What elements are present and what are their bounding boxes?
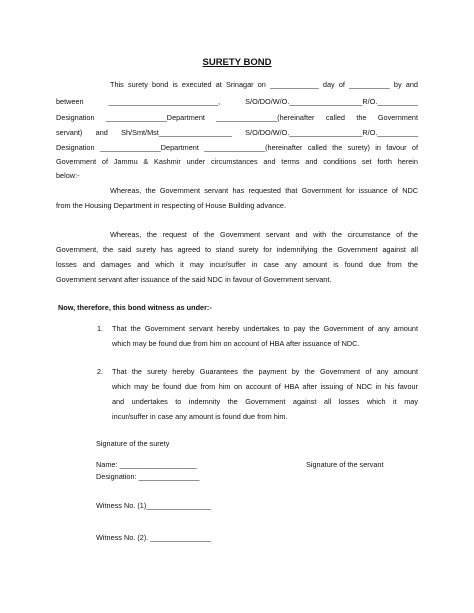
- para3-line-4: Government servant after issuance of the said NDC in favour of Government servant.: [56, 275, 332, 284]
- para3-line-1: Whereas, the request of the Government servant and with the circumstance of the: [110, 230, 418, 239]
- clause-1-number: 1.: [97, 324, 104, 333]
- para2-line-2: from the Housing Department in respecting of House Building advance.: [56, 201, 286, 210]
- clause-1-line-1: That the Government servant hereby undertakes to pay the Government of any amount: [112, 324, 418, 333]
- document-title: SURETY BOND: [202, 57, 272, 68]
- signature-of-surety: Signature of the surety: [96, 439, 170, 448]
- clause-2-line-3: and undertakes to indemnity the Government against all losses which it may: [112, 397, 418, 406]
- clause-1-line-2: which may be found due from him on account of HBA after issuance of NDC.: [112, 339, 360, 348]
- para1-line-4: servant) and Sh/Smt/Mst__________________ S/O/DO/W/O.__________________R/O.__________: [56, 128, 418, 137]
- para1-line-6: Government of Jammu & Kashmir under circumstances and terms and conditions set forth herein: [56, 157, 418, 166]
- name-field: Name: ___________________: [96, 460, 197, 469]
- clause-2-line-2: which may be found due from him on account of HBA after issuing of NDC in his favour: [112, 382, 418, 391]
- clause-2-line-1: That the surety hereby Guarantees the payment by the Government of any amount: [112, 367, 418, 376]
- clause-2-line-4: incur/suffer in case any amount is found due from him.: [112, 412, 288, 421]
- para2-line-1: Whereas, the Government servant has requested that Government for issuance of NDC: [110, 186, 418, 195]
- witness-2-field: Witness No. (2). _______________: [96, 533, 212, 542]
- clause-2-number: 2.: [97, 367, 104, 376]
- para1-line-3: Designation _______________Department _______________(hereinafter called the Government: [56, 113, 418, 122]
- witness-heading: Now, therefore, this bond witness as under:-: [58, 303, 212, 312]
- signature-of-servant: Signature of the servant: [306, 460, 384, 469]
- para3-line-2: Government, the said surety has agreed to stand surety for indemnifying the Government against all: [56, 245, 418, 254]
- witness-1-field: Witness No. (1)________________: [96, 501, 212, 510]
- para3-line-3: losses and damages and which it may incur/suffer in case any amount is found due from the: [56, 260, 418, 269]
- para1-line-7: below:-: [56, 171, 80, 180]
- para1-line-5: Designation _______________Department _______________(hereinafter called the surety) in favour of: [56, 143, 418, 152]
- designation-field: Designation: _______________: [96, 472, 200, 481]
- para1-line-1: This surety bond is executed at Srinagar on ____________ day of __________ by and: [110, 80, 418, 89]
- para1-line-2: between ___________________________, S/O/DO/W/O.__________________R/O.__________: [56, 97, 418, 106]
